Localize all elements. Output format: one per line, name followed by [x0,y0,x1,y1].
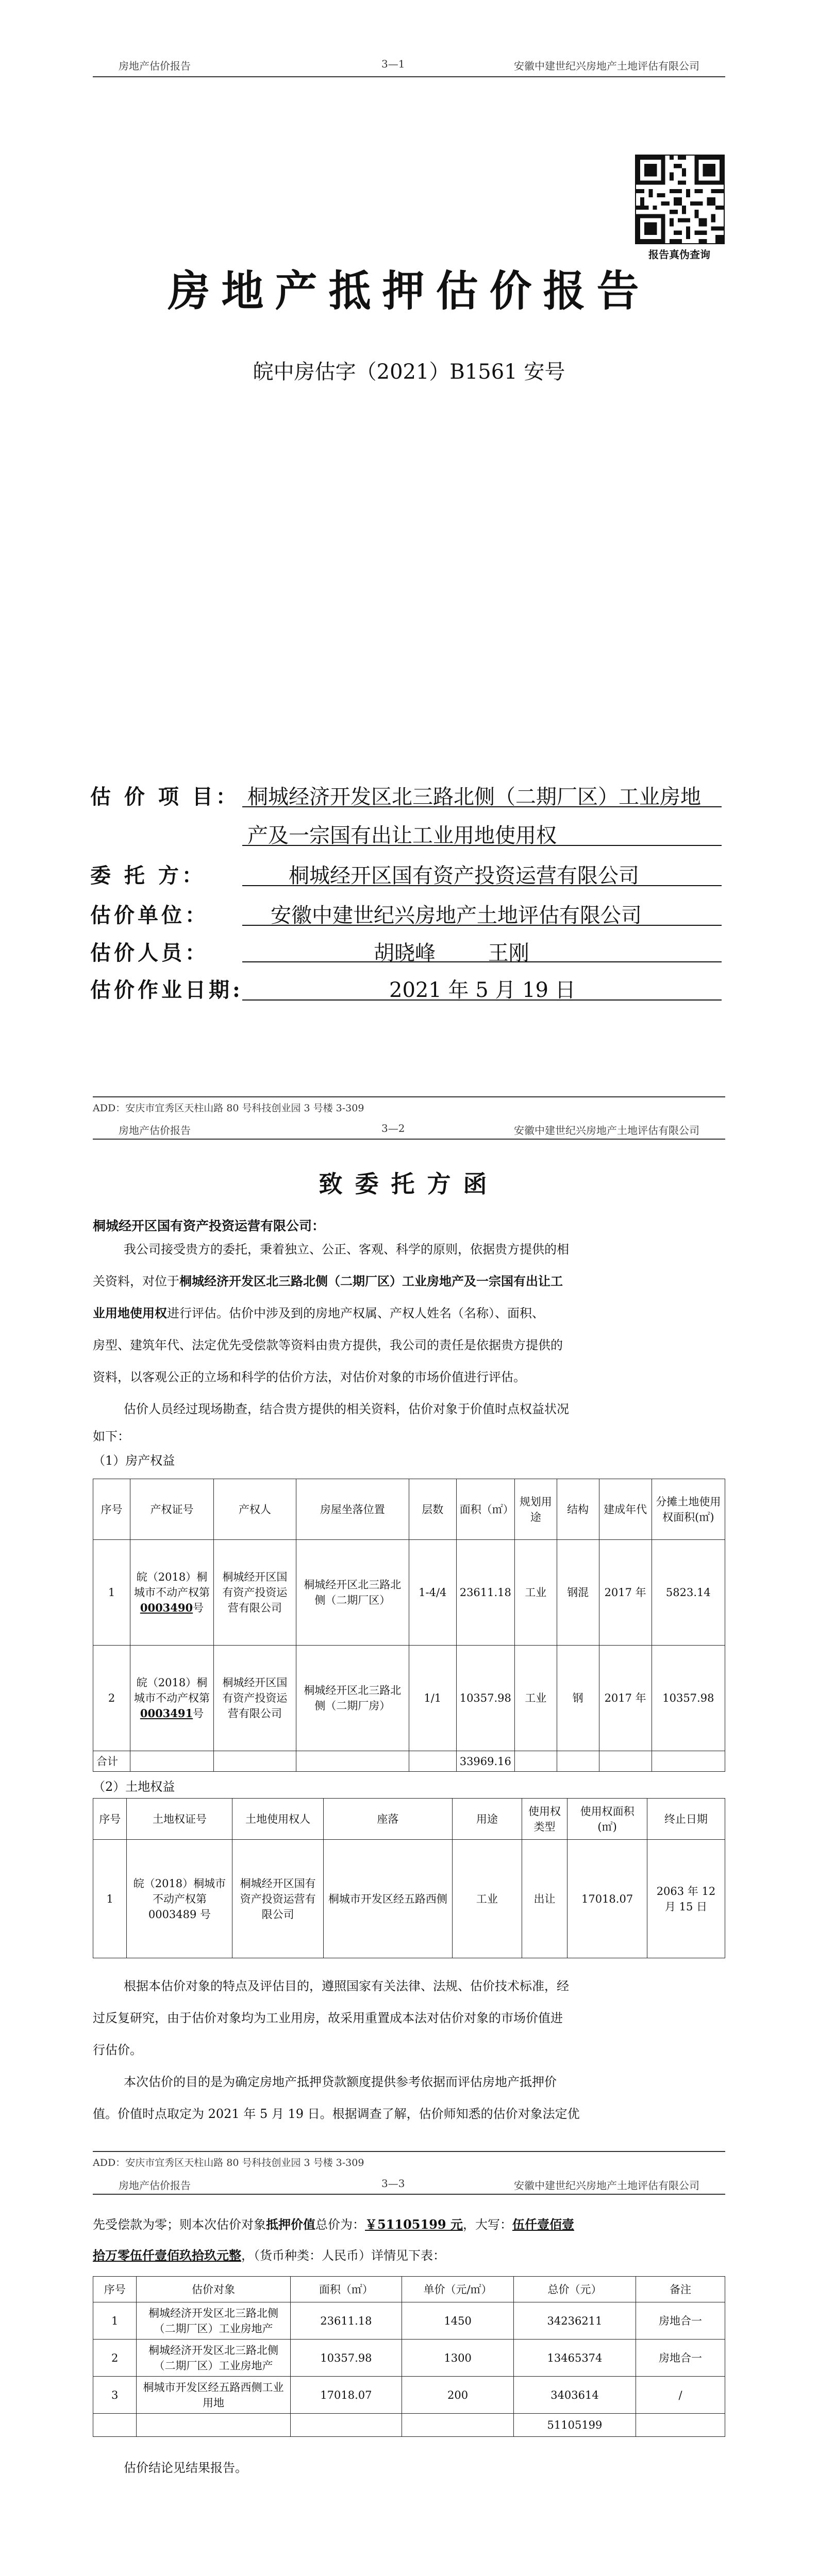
header-divider [93,2194,725,2195]
header-right: 安徽中建世纪兴房地产土地评估有限公司 [514,1124,699,1137]
header-page-number: 3—2 [381,1122,405,1134]
table-header-row [93,1799,725,1840]
table-cell: 皖（2018）桐城市不动产权第 0003489 号 [127,1840,232,1958]
header-left: 房地产估价报告 [119,2179,191,2192]
cover-page [0,0,818,969]
underline [242,806,722,807]
table-header: 建成年代 [599,1479,652,1540]
table-cell [93,2414,137,2437]
cert-suffix: 号 [193,1602,204,1614]
table-row [93,2377,725,2414]
table-header: 座落 [323,1799,452,1840]
table-cell: 房地合一 [636,2340,725,2377]
table-header: 面积（㎡） [456,1479,514,1540]
report-title: 房地产抵押估价报告 [168,266,650,316]
table-header: 备注 [636,2277,725,2302]
qr-caption: 报告真伪查询 [648,248,710,261]
footer-divider [93,2151,725,2152]
table-row [93,1840,725,1958]
letter-bold-text: 业用地使用权 [93,1306,167,1320]
table-cell: 5823.14 [652,1540,725,1646]
table-cell: 23611.18 [290,2302,402,2340]
table-header: 终止日期 [647,1799,725,1840]
table-cell: 桐城经开区国有资产投资运营有限公司 [232,1840,323,1958]
table-cell: 10357.98 [652,1646,725,1751]
table-cell [137,2414,290,2437]
table-header: 土地权证号 [127,1799,232,1840]
table-cell: 34236211 [513,2302,636,2340]
table-cell [213,1751,296,1772]
table-cell: 1-4/4 [409,1540,456,1646]
table-header-row [93,1479,725,1540]
value-amount: ￥51105199 元 [365,2217,463,2232]
header-right: 安徽中建世纪兴房地产土地评估有限公司 [514,2179,699,2192]
table-cell [652,1751,725,1772]
header-divider [93,76,725,77]
table-cell: 13465374 [513,2340,636,2377]
value-statement [93,2245,445,2263]
letter-text: 如下： [93,1429,130,1444]
table-cell: 工业 [453,1840,522,1958]
cert-text: 皖（2018）桐城市不动产权第 [133,1676,210,1704]
header-page-number: 3—3 [381,2177,405,2190]
table-cell: 200 [402,2377,514,2414]
table-header: 土地使用权人 [232,1799,323,1840]
letter-text: 房型、建筑年代、法定优先受偿款等资料由贵方提供，我公司的责任是依据贵方提供的 [93,1338,563,1352]
table-header: 序号 [93,1479,130,1540]
table-cell: 桐城经开区国有资产投资运营有限公司 [213,1646,296,1751]
table-row [93,1646,725,1751]
table-header: 单价（元/㎡） [402,2277,514,2302]
table-cell: 房地合一 [636,2302,725,2340]
header-left: 房地产估价报告 [119,1124,191,1137]
table-cell: 2017 年 [599,1540,652,1646]
table-cell [130,1751,214,1772]
table-header: 用途 [453,1799,522,1840]
table-cell: 1 [93,1540,130,1646]
value-text: ，（货币种类：人民币）详情见下表： [241,2248,445,2263]
table-cell: 桐城市开发区经五路西侧 [323,1840,452,1958]
letter-text: 根据本估价对象的特点及评估目的，遵照国家有关法律、法规、估价技术标准，经 [124,1979,569,1993]
table-header: 分摊土地使用权面积(㎡) [652,1479,725,1540]
table-cell [296,1751,409,1772]
letter-text: 过反复研究，由于估价对象均为工业用房，故采用重置成本法对估价对象的市场价值进 [93,2011,563,2025]
table-cell: 桐城经开区北三路北侧（二期厂区） [296,1540,409,1646]
table-header: 产权证号 [130,1479,214,1540]
letter-text: 资料，以客观公正的立场和科学的估价方法，对估价对象的市场价值进行评估。 [93,1370,526,1384]
letter-text-part: 进行评估。估价中涉及到的房地产权属、产权人姓名（名称）、面积、 [167,1306,544,1320]
table-cell [130,1646,214,1751]
table-cell: / [636,2377,725,2414]
table-cell: 出让 [522,1840,567,1958]
table-cell [514,1751,557,1772]
table-header: 房屋坐落位置 [296,1479,409,1540]
letter-text: 值。价值时点取定为 2021 年 5 月 19 日。根据调查了解，估价师知悉的估价对象法定优 [93,2107,580,2121]
table-header: 使用权面积(㎡) [567,1799,647,1840]
project-value-line2: 产及一宗国有出让工业用地使用权 [247,824,557,848]
table-cell: 2 [93,1646,130,1751]
underline [242,845,722,846]
table-cell: 2 [93,2340,137,2377]
value-bold: 抵押价值 [266,2217,315,2232]
table-cell [599,1751,652,1772]
table-cell: 3 [93,2377,137,2414]
table-header-row [93,2277,725,2302]
table-cell: 1/1 [409,1646,456,1751]
table-header: 序号 [93,1799,127,1840]
property-rights-table [93,1479,725,1772]
value-text: ，大写： [462,2217,512,2232]
underline [242,885,722,886]
table-cell: 10357.98 [290,2340,402,2377]
table-cell: 1450 [402,2302,514,2340]
table-cell: 10357.98 [456,1646,514,1751]
table-total-row [93,2414,725,2437]
letter-addressee: 桐城经开区国有资产投资运营有限公司： [93,1218,325,1233]
table-cell: 51105199 [513,2414,636,2437]
staff-label: 估价人员： [90,941,209,965]
letter-title: 致委托方函 [319,1170,499,1198]
header-right: 安徽中建世纪兴房地产土地评估有限公司 [514,60,699,72]
table-cell: 1 [93,1840,127,1958]
date-value: 2021 年 5 月 19 日 [389,978,576,1002]
project-value-line1: 桐城经济开发区北三路北侧（二期厂区）工业房地 [247,785,701,809]
letter-bold-text: 桐城经济开发区北三路北侧（二期厂区）工业房地产及一宗国有出让工 [179,1274,563,1289]
table-header: 规划用途 [514,1479,557,1540]
cert-suffix: 号 [193,1707,204,1720]
section-heading: （2）土地权益 [93,1780,175,1794]
underline [242,925,722,926]
table-row [93,1540,725,1646]
table-header: 面积（㎡） [290,2277,402,2302]
closing-text: 估价结论见结果报告。 [124,2461,247,2475]
valuation-result-table [93,2276,725,2437]
table-cell [290,2414,402,2437]
table-cell: 1300 [402,2340,514,2377]
table-cell: 合计 [93,1751,130,1772]
table-header: 层数 [409,1479,456,1540]
date-label: 估价作业日期: [90,978,243,1002]
table-cell [402,2414,514,2437]
table-cell: 工业 [514,1646,557,1751]
letter-text: 估价人员经过现场勘查，结合贵方提供的相关资料，估价对象于价值时点权益状况 [124,1402,569,1416]
table-cell: 钢 [557,1646,599,1751]
land-rights-table [93,1798,725,1958]
table-cell [557,1751,599,1772]
table-cell: 17018.07 [567,1840,647,1958]
underline [242,961,722,962]
table-cell: 2017 年 [599,1646,652,1751]
table-cell [130,1540,214,1646]
table-row [93,2302,725,2340]
table-cell: 钢混 [557,1540,599,1646]
value-statement [93,2214,574,2232]
value-text: 先受偿款为零；则本次估价对象 [93,2217,266,2232]
value-text: 总价为： [315,2217,365,2232]
table-cell: 1 [93,2302,137,2340]
footer-divider [93,1096,725,1097]
appraiser-label: 估价单位： [90,903,209,927]
letter-text [93,1271,563,1289]
letter-text [93,1303,544,1321]
header-divider [93,1139,725,1140]
appraiser-value: 安徽中建世纪兴房地产土地评估有限公司 [271,904,642,927]
client-label: 委 托 方： [90,863,206,888]
table-cell: 桐城市开发区经五路西侧工业用地 [137,2377,290,2414]
cert-number: 0003491 [140,1707,193,1720]
table-cell: 桐城经开区北三路北侧（二期厂房） [296,1646,409,1751]
table-cell: 桐城经开区国有资产投资运营有限公司 [213,1540,296,1646]
qr-code-icon [635,155,725,244]
table-cell: 桐城经济开发区北三路北侧（二期厂区）工业房地产 [137,2340,290,2377]
table-cell: 桐城经济开发区北三路北侧（二期厂区）工业房地产 [137,2302,290,2340]
footer-address: ADD：安庆市宜秀区天柱山路 80 号科技创业园 3 号楼 3-309 [93,1103,364,1114]
table-cell [409,1751,456,1772]
table-cell [636,2414,725,2437]
letter-text: 行估价。 [93,2043,142,2057]
cert-number: 0003490 [140,1601,193,1614]
table-row [93,2340,725,2377]
letter-text: 我公司接受贵方的委托，秉着独立、公正、客观、科学的原则，依据贵方提供的相 [124,1242,569,1257]
value-upper: 伍仟壹佰壹 [512,2217,574,2232]
table-header: 总价（元） [513,2277,636,2302]
staff-value: 胡晓峰 王刚 [374,941,529,965]
footer-address: ADD：安庆市宜秀区天柱山路 80 号科技创业园 3 号楼 3-309 [93,2157,364,2168]
document-number: 皖中房估字（2021）B1561 安号 [253,360,565,384]
letter-text-part: 关资料，对位于 [93,1274,179,1289]
table-cell: 工业 [514,1540,557,1646]
section-heading: （1）房产权益 [93,1453,175,1468]
project-label: 估 价 项 目： [90,785,240,809]
table-header: 结构 [557,1479,599,1540]
header-left: 房地产估价报告 [119,60,191,72]
table-header: 序号 [93,2277,137,2302]
underline [242,999,722,1001]
table-header: 产权人 [213,1479,296,1540]
value-upper: 拾万零伍仟壹佰玖拾玖元整 [93,2248,241,2263]
table-cell: 17018.07 [290,2377,402,2414]
table-header: 估价对象 [137,2277,290,2302]
table-cell: 2063 年 12 月 15 日 [647,1840,725,1958]
letter-text: 本次估价的目的是为确定房地产抵押贷款额度提供参考依据而评估房地产抵押价 [124,2075,557,2089]
table-cell: 33969.16 [456,1751,514,1772]
cert-text: 皖（2018）桐城市不动产权第 [133,1571,210,1599]
table-header: 使用权类型 [522,1799,567,1840]
table-total-row [93,1751,725,1772]
table-cell: 3403614 [513,2377,636,2414]
header-page-number: 3—1 [381,58,405,70]
table-cell: 23611.18 [456,1540,514,1646]
client-value: 桐城经开区国有资产投资运营有限公司 [289,864,639,888]
